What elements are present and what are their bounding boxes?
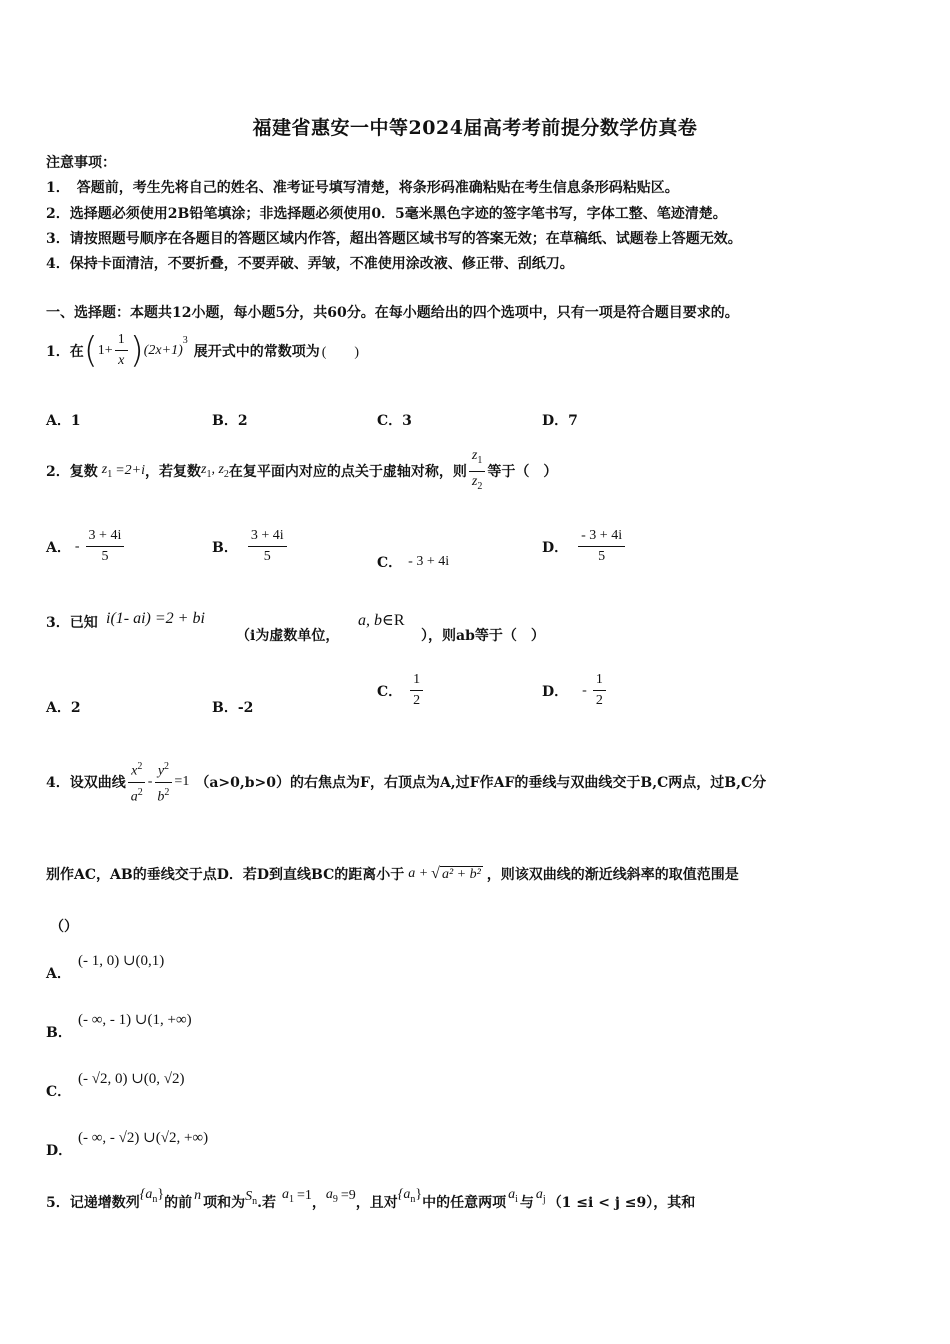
q4-option-b[interactable]: (- ∞, - 1) ∪(1, +∞) (78, 1012, 192, 1028)
q1-option-a[interactable]: A．1 (46, 413, 81, 429)
q4-option-a-label[interactable]: A． (46, 966, 71, 982)
q2-option-a[interactable]: A． - $\frac{3 + 4i}{5}$ (46, 526, 126, 567)
q4-option-d-label[interactable]: D． (46, 1143, 73, 1159)
q2-option-d[interactable]: D． $\frac{- 3 + 4i}{5}$ (542, 526, 627, 567)
question-1 (46, 330, 359, 371)
q3-option-d[interactable]: D． - $\frac{1}{2}$ (542, 670, 608, 711)
page-title: 福建省惠安一中等2024届高考考前提分数学仿真卷 (252, 117, 698, 139)
q4-option-c-label[interactable]: C． (46, 1084, 72, 1100)
q1-answer-paren: ( ) (321, 344, 360, 360)
q3-option-c[interactable]: C． $\frac{1}{2}$ (377, 670, 425, 711)
q1-power: 3 (182, 335, 188, 346)
q1-left-paren: ( (83, 329, 98, 371)
notice-item-2: 2．选择题必须使用2B铅笔填涂；非选择题必须使用0．5毫米黑色字迹的签字笔书写，字体工整、笔迹清楚。 (46, 206, 727, 222)
q3-equation: i(1- ai) =2 + bi (106, 610, 205, 627)
q3-option-a[interactable]: A．2 (46, 700, 81, 716)
q1-expr-one: 1+ (97, 342, 113, 358)
q2-fraction: $\frac{z_1}{z_2}$ (469, 446, 485, 497)
question-4-line-3: （） (50, 919, 78, 935)
question-5: 5．记递增数列 $\{a_n\}$ 的前 n 项和为 $S_n$ .若 $a_1$ =1 ， $a_9$ =9 ，且对 $\{a_n\}$ 中的任意两项 $a_i$ 与 $a_j$ （1 ≤i < j ≤9），其和 (46, 1187, 696, 1211)
q2-option-b[interactable]: B． $\frac{3 + 4i}{5}$ (212, 526, 289, 567)
q2-suffix: 等于（ ） (487, 464, 558, 481)
q1-frac-num: 1 (115, 330, 128, 351)
q4-option-a[interactable]: (- 1, 0) ∪(0,1) (78, 953, 165, 969)
question-4-line-1: 4．设双曲线 $\frac{x^2}{a^2}$ - $\frac{y^2}{b^2}$ =1 （a>0,b>0）的右焦点为F，右顶点为A,过F作AF的垂线与双曲线交于B,C两点，过B,C分 (46, 757, 766, 807)
question-2 (46, 446, 557, 497)
q2-z1z2: $z_1$, $z_2$ (201, 462, 229, 481)
q2-mid: ，若复数 (145, 464, 201, 481)
q1-prefix: 1．在 (46, 343, 84, 360)
notice-heading: 注意事项： (46, 155, 116, 171)
q4-x-fraction: $\frac{x^2}{a^2}$ (128, 757, 146, 807)
q4-option-c[interactable]: (- √2, 0) ∪(0, √2) (78, 1071, 185, 1087)
notice-item-3: 3．请按照题号顺序在各题目的答题区域内作答，超出答题区域书写的答案无效；在草稿纸、试题卷上答题无效。 (46, 231, 742, 247)
q1-option-b[interactable]: B．2 (212, 413, 248, 429)
q3-option-b[interactable]: B．-2 (212, 700, 254, 716)
q2-z1: $z_1$ (101, 462, 113, 481)
notice-item-1: 1． 答题前，考生先将自己的姓名、准考证号填写清楚，将条形码准确粘贴在考生信息条形码粘贴区。 (46, 180, 679, 196)
notice-item-4: 4．保持卡面清洁，不要折叠，不要弄破、弄皱，不准使用涂改液、修正带、刮纸刀。 (46, 256, 574, 272)
q1-suffix: 展开式中的常数项为 (193, 343, 320, 360)
q1-option-d[interactable]: D．7 (542, 413, 578, 429)
q3-note: （i为虚数单位， (236, 628, 340, 644)
section-heading: 一、选择题：本题共12小题，每小题5分，共60分。在每小题给出的四个选项中，只有一项是符合题目要求的。 (46, 305, 739, 321)
q3-suffix: ），则ab等于（ ） (421, 628, 545, 644)
q4-y-fraction: $\frac{y^2}{b^2}$ (154, 757, 172, 807)
q2-prefix: 2．复数 (46, 464, 98, 481)
q1-frac-den: x (118, 353, 125, 368)
question-4-line-2: 别作AC，AB的垂线交于点D．若D到直线BC的距离小于 a + √ a² + b² ，则该双曲线的渐近线斜率的取值范围是 (46, 865, 739, 883)
q4-option-d[interactable]: (- ∞, - √2) ∪(√2, +∞) (78, 1130, 209, 1146)
q1-option-c[interactable]: C．3 (377, 413, 412, 429)
q1-expr-rest: (2x+1) (143, 342, 183, 358)
q4-option-b-label[interactable]: B． (46, 1025, 72, 1041)
q1-right-paren: ) (129, 329, 144, 371)
q3-prefix: 3．已知 (46, 615, 98, 631)
q3-set: a, b∈R (358, 612, 405, 629)
q2-option-c[interactable]: C． - 3 + 4i (377, 554, 450, 571)
q1-fraction (115, 330, 128, 371)
q2-mid2: 在复平面内对应的点关于虚轴对称，则 (228, 464, 467, 481)
q2-z1-value: =2+i (115, 463, 145, 479)
